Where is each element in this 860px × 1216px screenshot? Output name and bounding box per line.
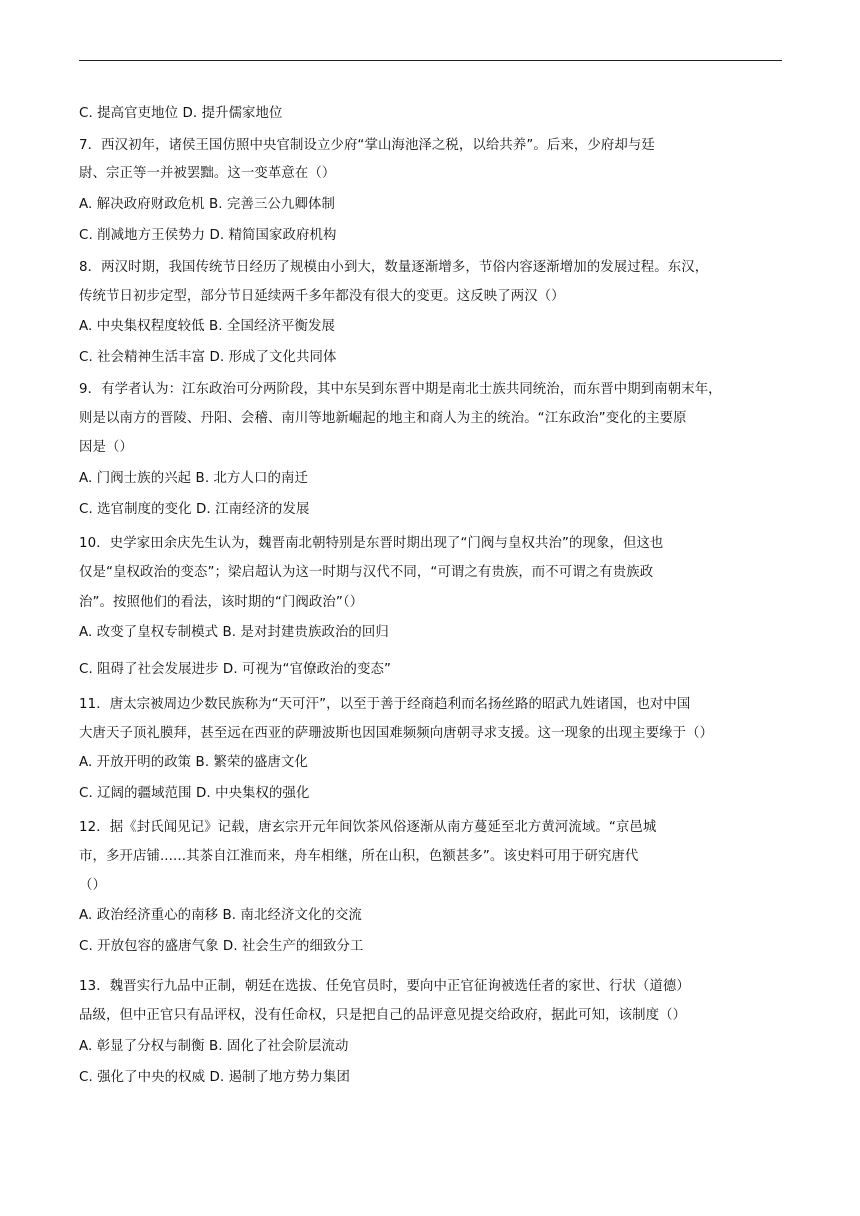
question-8-line-2: 传统节日初步定型，部分节日延续两千多年都没有很大的变更。这反映了两汉（）	[79, 289, 565, 304]
question-12-options-cd: C. 开放包容的盛唐气象 D. 社会生产的细致分工	[79, 939, 364, 954]
question-11-line-1: 11．唐太宗被周边少数民族称为“天可汗”，以至于善于经商趋利而名扬丝路的昭武九姓诸国，也对中国	[79, 697, 691, 712]
question-8-line-1: 8．两汉时期，我国传统节日经历了规模由小到大，数量逐渐增多，节俗内容逐渐增加的发展过程。东汉，	[79, 260, 709, 275]
question-7-line-1: 7．西汉初年，诸侯王国仿照中央官制设立少府“掌山海池泽之税，以给共养”。后来，少府却与廷	[79, 138, 655, 153]
question-10-line-2: 仅是“皇权政治的变态”；梁启超认为这一时期与汉代不同，“可谓之有贵族，而不可谓之有贵族政	[79, 565, 654, 580]
question-7-options-cd: C. 削减地方王侯势力 D. 精简国家政府机构	[79, 228, 337, 243]
question-9-line-3: 因是（）	[79, 440, 133, 455]
question-12-line-2: 市，多开店铺......其茶自江淮而来，舟车相继，所在山积，色额甚多”。该史料可用于研究唐代	[79, 849, 639, 864]
question-7-line-2: 尉、宗正等一并被罢黜。这一变革意在（）	[79, 166, 336, 181]
question-11-options-cd: C. 辽阔的疆域范围 D. 中央集权的强化	[79, 786, 310, 801]
question-7-options-ab: A. 解决政府财政危机 B. 完善三公九卿体制	[79, 197, 335, 212]
question-9-options-cd: C. 选官制度的变化 D. 江南经济的发展	[79, 502, 310, 517]
header-rule	[79, 60, 782, 61]
question-9-line-2: 则是以南方的晋陵、丹阳、会稽、南川等地新崛起的地主和商人为主的统治。“江东政治”变化的主要原	[79, 411, 687, 426]
question-9-line-1: 9．有学者认为：江东政治可分两阶段，其中东吴到东晋中期是南北士族共同统治，而东晋中期到南朝末年，	[79, 382, 722, 397]
question-11-options-ab: A. 开放开明的政策 B. 繁荣的盛唐文化	[79, 755, 308, 770]
question-10-line-1: 10．史学家田余庆先生认为，魏晋南北朝特别是东晋时期出现了“门阀与皇权共治”的现象，但这也	[79, 536, 664, 551]
question-13-line-1: 13．魏晋实行九品中正制，朝廷在选拔、任免官员时，要向中正官征询被选任者的家世、行状（道德）	[79, 979, 690, 994]
question-12-line-1: 12．据《封氏闻见记》记载，唐玄宗开元年间饮茶风俗逐渐从南方蔓延至北方黄河流域。“京邑城	[79, 820, 657, 835]
question-8-options-ab: A. 中央集权程度较低 B. 全国经济平衡发展	[79, 319, 335, 334]
option-line-q6-cd: C. 提高官吏地位 D. 提升儒家地位	[79, 106, 283, 121]
question-12-options-ab: A. 政治经济重心的南移 B. 南北经济文化的交流	[79, 908, 362, 923]
question-13-options-cd: C. 强化了中央的权威 D. 遏制了地方势力集团	[79, 1070, 350, 1085]
question-10-options-cd: C. 阻碍了社会发展进步 D. 可视为“官僚政治的变态”	[79, 662, 392, 677]
question-10-options-ab: A. 改变了皇权专制模式 B. 是对封建贵族政治的回归	[79, 625, 389, 640]
question-13-line-2: 品级，但中正官只有品评权，没有任命权，只是把自己的品评意见提交给政府，据此可知，该制度（）	[79, 1008, 687, 1023]
question-13-options-ab: A. 彰显了分权与制衡 B. 固化了社会阶层流动	[79, 1039, 349, 1054]
question-8-options-cd: C. 社会精神生活丰富 D. 形成了文化共同体	[79, 350, 337, 365]
question-10-line-3: 治”。按照他们的看法，该时期的“门阀政治”（）	[79, 595, 364, 610]
question-12-line-3: （）	[79, 878, 106, 893]
question-11-line-2: 大唐天子顶礼膜拜，甚至远在西亚的萨珊波斯也因国难频频向唐朝寻求支援。这一现象的出现主要缘于（）	[79, 726, 714, 741]
question-9-options-ab: A. 门阀士族的兴起 B. 北方人口的南迁	[79, 471, 308, 486]
